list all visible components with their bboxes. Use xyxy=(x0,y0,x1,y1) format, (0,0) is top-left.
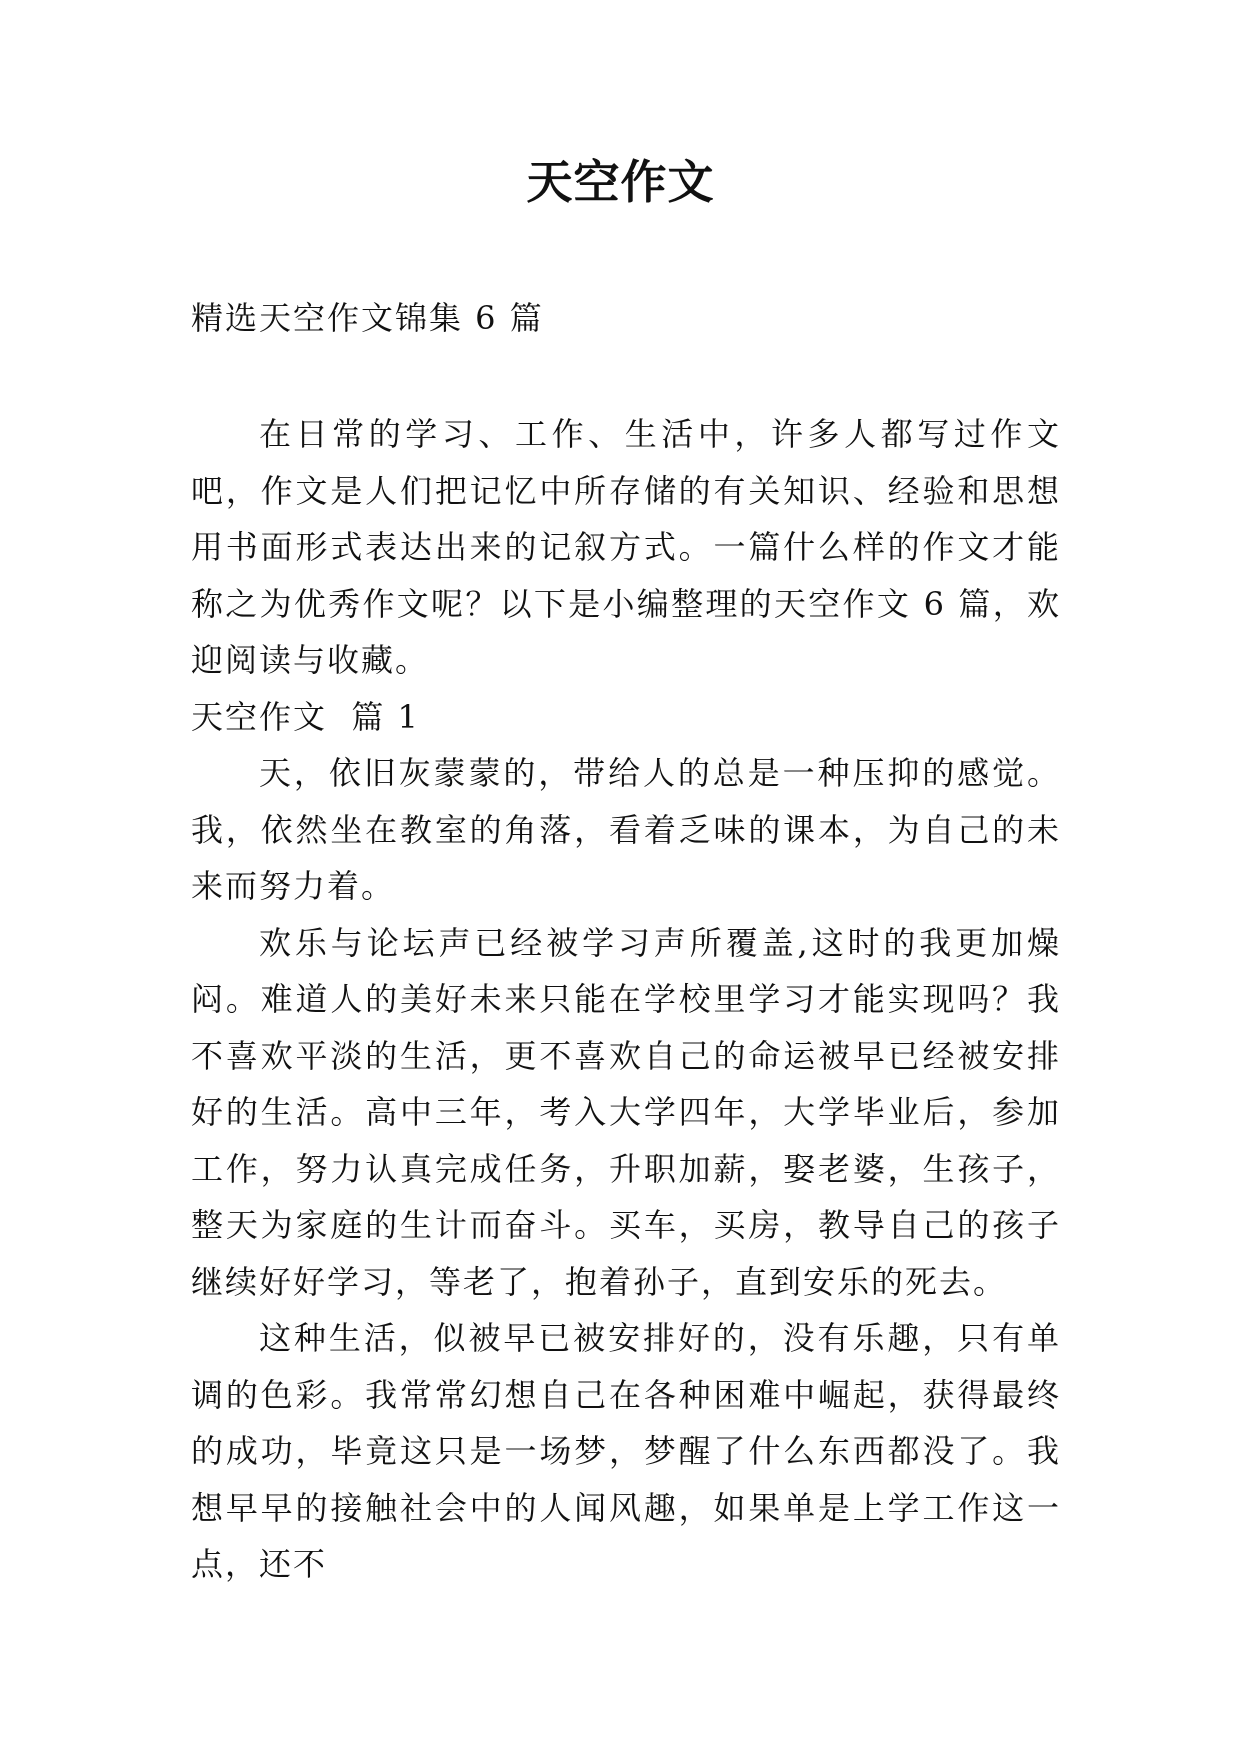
body-paragraph-2: 欢乐与论坛声已经被学习声所覆盖,这时的我更加燥闷。难道人的美好未来只能在学校里学习才能实现吗？我不喜欢平淡的生活，更不喜欢自己的命运被早已经被安排好的生活。高中三年，考入大学四年，大学毕业后，参加工作，努力认真完成任务，升职加薪，娶老婆，生孩子，整天为家庭的生计而奋斗。买车，买房，教导自己的孩子继续好好学习，等老了，抱着孙子，直到安乐的死去。 xyxy=(191,923,1061,1301)
body-paragraph-1: 天，依旧灰蒙蒙的，带给人的总是一种压抑的感觉。我，依然坐在教室的角落，看着乏味的课本，为自己的未来而努力着。 xyxy=(191,754,1061,905)
document-title: 天空作文 xyxy=(526,155,715,209)
body-paragraph-3: 这种生活，似被早已被安排好的，没有乐趣，只有单调的色彩。我常常幻想自己在各种困难中崛起，获得最终的成功，毕竟这只是一场梦，梦醒了什么东西都没了。我想早早的接触社会中的人闻风趣，如果单是上学工作这一点，还不 xyxy=(191,1319,1061,1583)
document-subtitle: 精选天空作文锦集 6 篇 xyxy=(191,299,544,337)
section-heading: 天空作文 篇 1 xyxy=(191,697,420,736)
document-body xyxy=(191,406,1061,1593)
intro-paragraph: 在日常的学习、工作、生活中，许多人都写过作文吧，作文是人们把记忆中所存储的有关知识、经验和思想用书面形式表达出来的记叙方式。一篇什么样的作文才能称之为优秀作文呢？以下是小编整理的天空作文 6 篇，欢迎阅读与收藏。 xyxy=(191,415,1061,679)
